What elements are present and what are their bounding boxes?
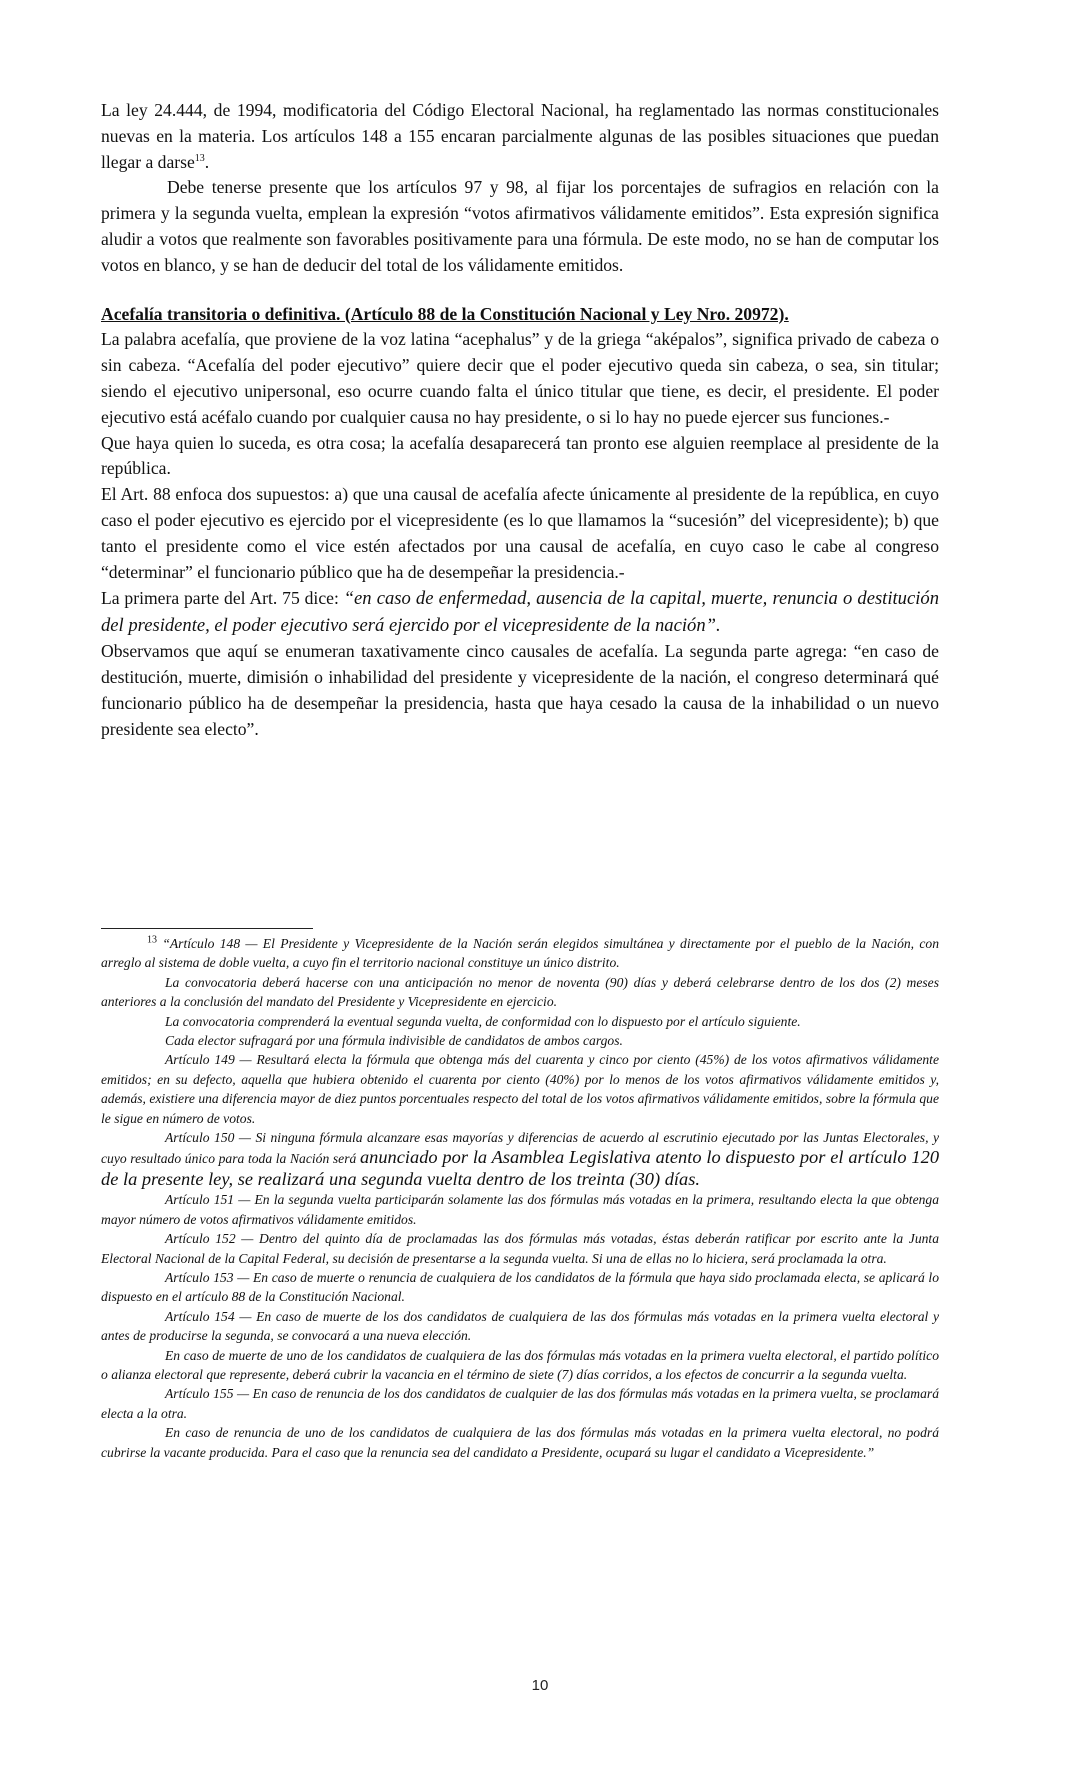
page-number: 10 <box>531 1677 549 1694</box>
footnote-paragraph: En caso de renuncia de uno de los candidatos de cualquiera de las dos fórmulas más votadas en la primera vuelta electoral, no podrá cubrirse la vacante producida. Para el caso que la renuncia sea del candidato a Presidente, ocupará su lugar el candidato a Vicepresidente.” <box>101 1425 939 1460</box>
paragraph-end: . <box>204 151 210 172</box>
footnote-paragraph: En caso de muerte de uno de los candidatos de cualquiera de las dos fórmulas más votadas en la primera vuelta electoral, el partido político o alianza electoral que represente, deberá cubrir la vacancia en el término de siete (7) días corridos, a los efectos de concurrir a la segunda vuelta. <box>101 1347 939 1382</box>
section-heading: Acefalía transitoria o definitiva. (Artículo 88 de la Constitución Nacional y Ley Nro. 20972). <box>101 303 789 324</box>
paragraph-sucesion: Que haya quien lo suceda, es otra cosa; la acefalía desaparecerá tan pronto ese alguien reemplace al presidente de la república. <box>101 432 939 479</box>
footnotes <box>101 934 939 1462</box>
footnote-paragraph: Artículo 151 — En la segunda vuelta participarán solamente las dos fórmulas más votadas en la primera, resultando electa la que obtenga mayor número de votos afirmativos válidamente emitidos. <box>101 1192 939 1227</box>
footnote-text: Artículo 150 — Si ninguna fórmula alcanzare esas mayorías y diferencias de acuerdo al escrutinio ejecutado por las Juntas Electorales, y cuyo resultado único para toda la Nación será <box>101 1130 939 1167</box>
footnote-13 <box>101 934 939 973</box>
footnote-paragraph <box>101 1128 939 1190</box>
paragraph-causales: Observamos que aquí se enumeran taxativamente cinco causales de acefalía. La segunda parte agrega: “en caso de destitución, muerte, dimisión o inhabilidad del presidente y vicepresidente de la nación, el congreso determinará qué funcionario público ha de desempeñar la presidencia, hasta que haya cesado la causa de la inhabilidad o un nuevo presidente sea electo”. <box>101 641 939 739</box>
footnote-paragraph: La convocatoria deberá hacerse con una anticipación no menor de noventa (90) días y deberá celebrarse dentro de los dos (2) meses anteriores a la conclusión del mandato del Presidente y Vicepresidente en ejercicio. <box>101 974 939 1010</box>
footnote-text-large: anunciado por la Asamblea Legislativa atento lo dispuesto por el artículo 120 de la presente ley, se realizará una segunda vuelta dentro de los treinta (30) días. <box>101 1147 940 1189</box>
footnote-paragraph: Artículo 155 — En caso de renuncia de los dos candidatos de cualquier de las dos fórmulas más votadas en la primera vuelta, se proclamará electa a la otra. <box>101 1386 939 1421</box>
footnote-paragraph: Artículo 152 — Dentro del quinto día de proclamadas las dos fórmulas más votadas, éstas deberán ratificar por escrito ante la Junta Electoral Nacional de la Capital Federal, su decisión de presentarse a la segunda vuelta. Si una de ellas no lo hiciera, será proclamada la otra. <box>101 1231 939 1266</box>
paragraph-acefalia-definicion: La palabra acefalía, que proviene de la voz latina “acephalus” y de la griega “aképalos”, significa privado de cabeza o sin cabeza. “Acefalía del poder ejecutivo” quiere decir que el poder ejecutivo queda sin cabeza, o sea, sin titular; siendo el ejecutivo unipersonal, eso ocurre cuando falta el único titular que tiene, es decir, el presidente. El poder ejecutivo está acéfalo cuando por cualquier causa no hay presidente, o si lo hay no puede ejercer sus funciones.- <box>101 329 939 427</box>
footnote-paragraph: Artículo 154 — En caso de muerte de los dos candidatos de cualquiera de las dos fórmulas más votadas en la primera vuelta electoral y antes de producirse la segunda, se convocará a una nueva elección. <box>101 1308 939 1344</box>
italic-quote: “en caso de enfermedad, ausencia de la capital, muerte, renuncia o destitución del presidente, el poder ejecutivo será ejercido por el vicepresidente de la nación”. <box>101 588 939 637</box>
paragraph-ley-24444 <box>101 98 939 175</box>
spacer <box>101 279 939 302</box>
footnote-number: 13 <box>147 934 157 946</box>
footnote-paragraph: La convocatoria comprenderá la eventual segunda vuelta, de conformidad con lo dispuesto por el artículo siguiente. <box>165 1013 801 1029</box>
footnote-reference[interactable]: 13 <box>194 152 205 164</box>
paragraph-lead: La primera parte del Art. 75 dice: <box>101 588 344 609</box>
paragraph-votos-afirmativos: Debe tenerse presente que los artículos 97 y 98, al fijar los porcentajes de sufragios en relación con la primera y la segunda vuelta, emplean la expresión “votos afirmativos válidamente emitidos”. Esta expresión significa aludir a votos que realmente son favorables positivamente para una fórmula. De este modo, no se han de computar los votos en blanco, y se han de deducir del total de los válidamente emitidos. <box>101 177 939 275</box>
paragraph-art-88: El Art. 88 enfoca dos supuestos: a) que una causal de acefalía afecte únicamente al presidente de la república, en cuyo caso el poder ejecutivo es ejercido por el vicepresidente (es lo que llamamos la “sucesión” del vicepresidente); b) que tanto el presidente como el vice estén afectados por una causal de acefalía, en cuyo caso le cabe al congreso “determinar” el funcionario público que ha de desempeñar la presidencia.- <box>101 484 939 582</box>
paragraph-text: La ley 24.444, de 1994, modificatoria del Código Electoral Nacional, ha reglamentado las normas constitucionales nuevas en la materia. Los artículos 148 a 155 encaran parcialmente algunas de las posibles situaciones que puedan llegar a darse <box>101 100 939 172</box>
main-body <box>101 98 939 743</box>
footnote-paragraph: Artículo 153 — En caso de muerte o renuncia de cualquiera de los candidatos de la fórmula que haya sido proclamada electa, se aplicará lo dispuesto en el artículo 88 de la Constitución Nacional. <box>101 1269 939 1305</box>
footnote-text: “Artículo 148 — El Presidente y Vicepresidente de la Nación serán elegidos simultánea y directamente por el pueblo de la Nación, con arreglo al sistema de doble vuelta, a cuyo fin el territorio nacional constituye un único distrito. <box>101 936 939 971</box>
paragraph-art-75 <box>101 585 939 639</box>
footnote-paragraph: Artículo 149 — Resultará electa la fórmula que obtenga más del cuarenta y cinco por ciento (45%) de los votos afirmativos válidamente emitidos; en su defecto, aquella que hubiera obtenido el cuarenta por ciento (40%) por lo menos de los votos afirmativos válidamente emitidos y, además, existiere una diferencia mayor de diez puntos porcentuales respecto del total de los votos afirmativos válidamente emitidos, sobre la fórmula que le sigue en número de votos. <box>101 1052 939 1126</box>
footnote-separator <box>101 928 313 929</box>
footnote-paragraph: Cada elector sufragará por una fórmula indivisible de candidatos de ambos cargos. <box>165 1033 623 1049</box>
